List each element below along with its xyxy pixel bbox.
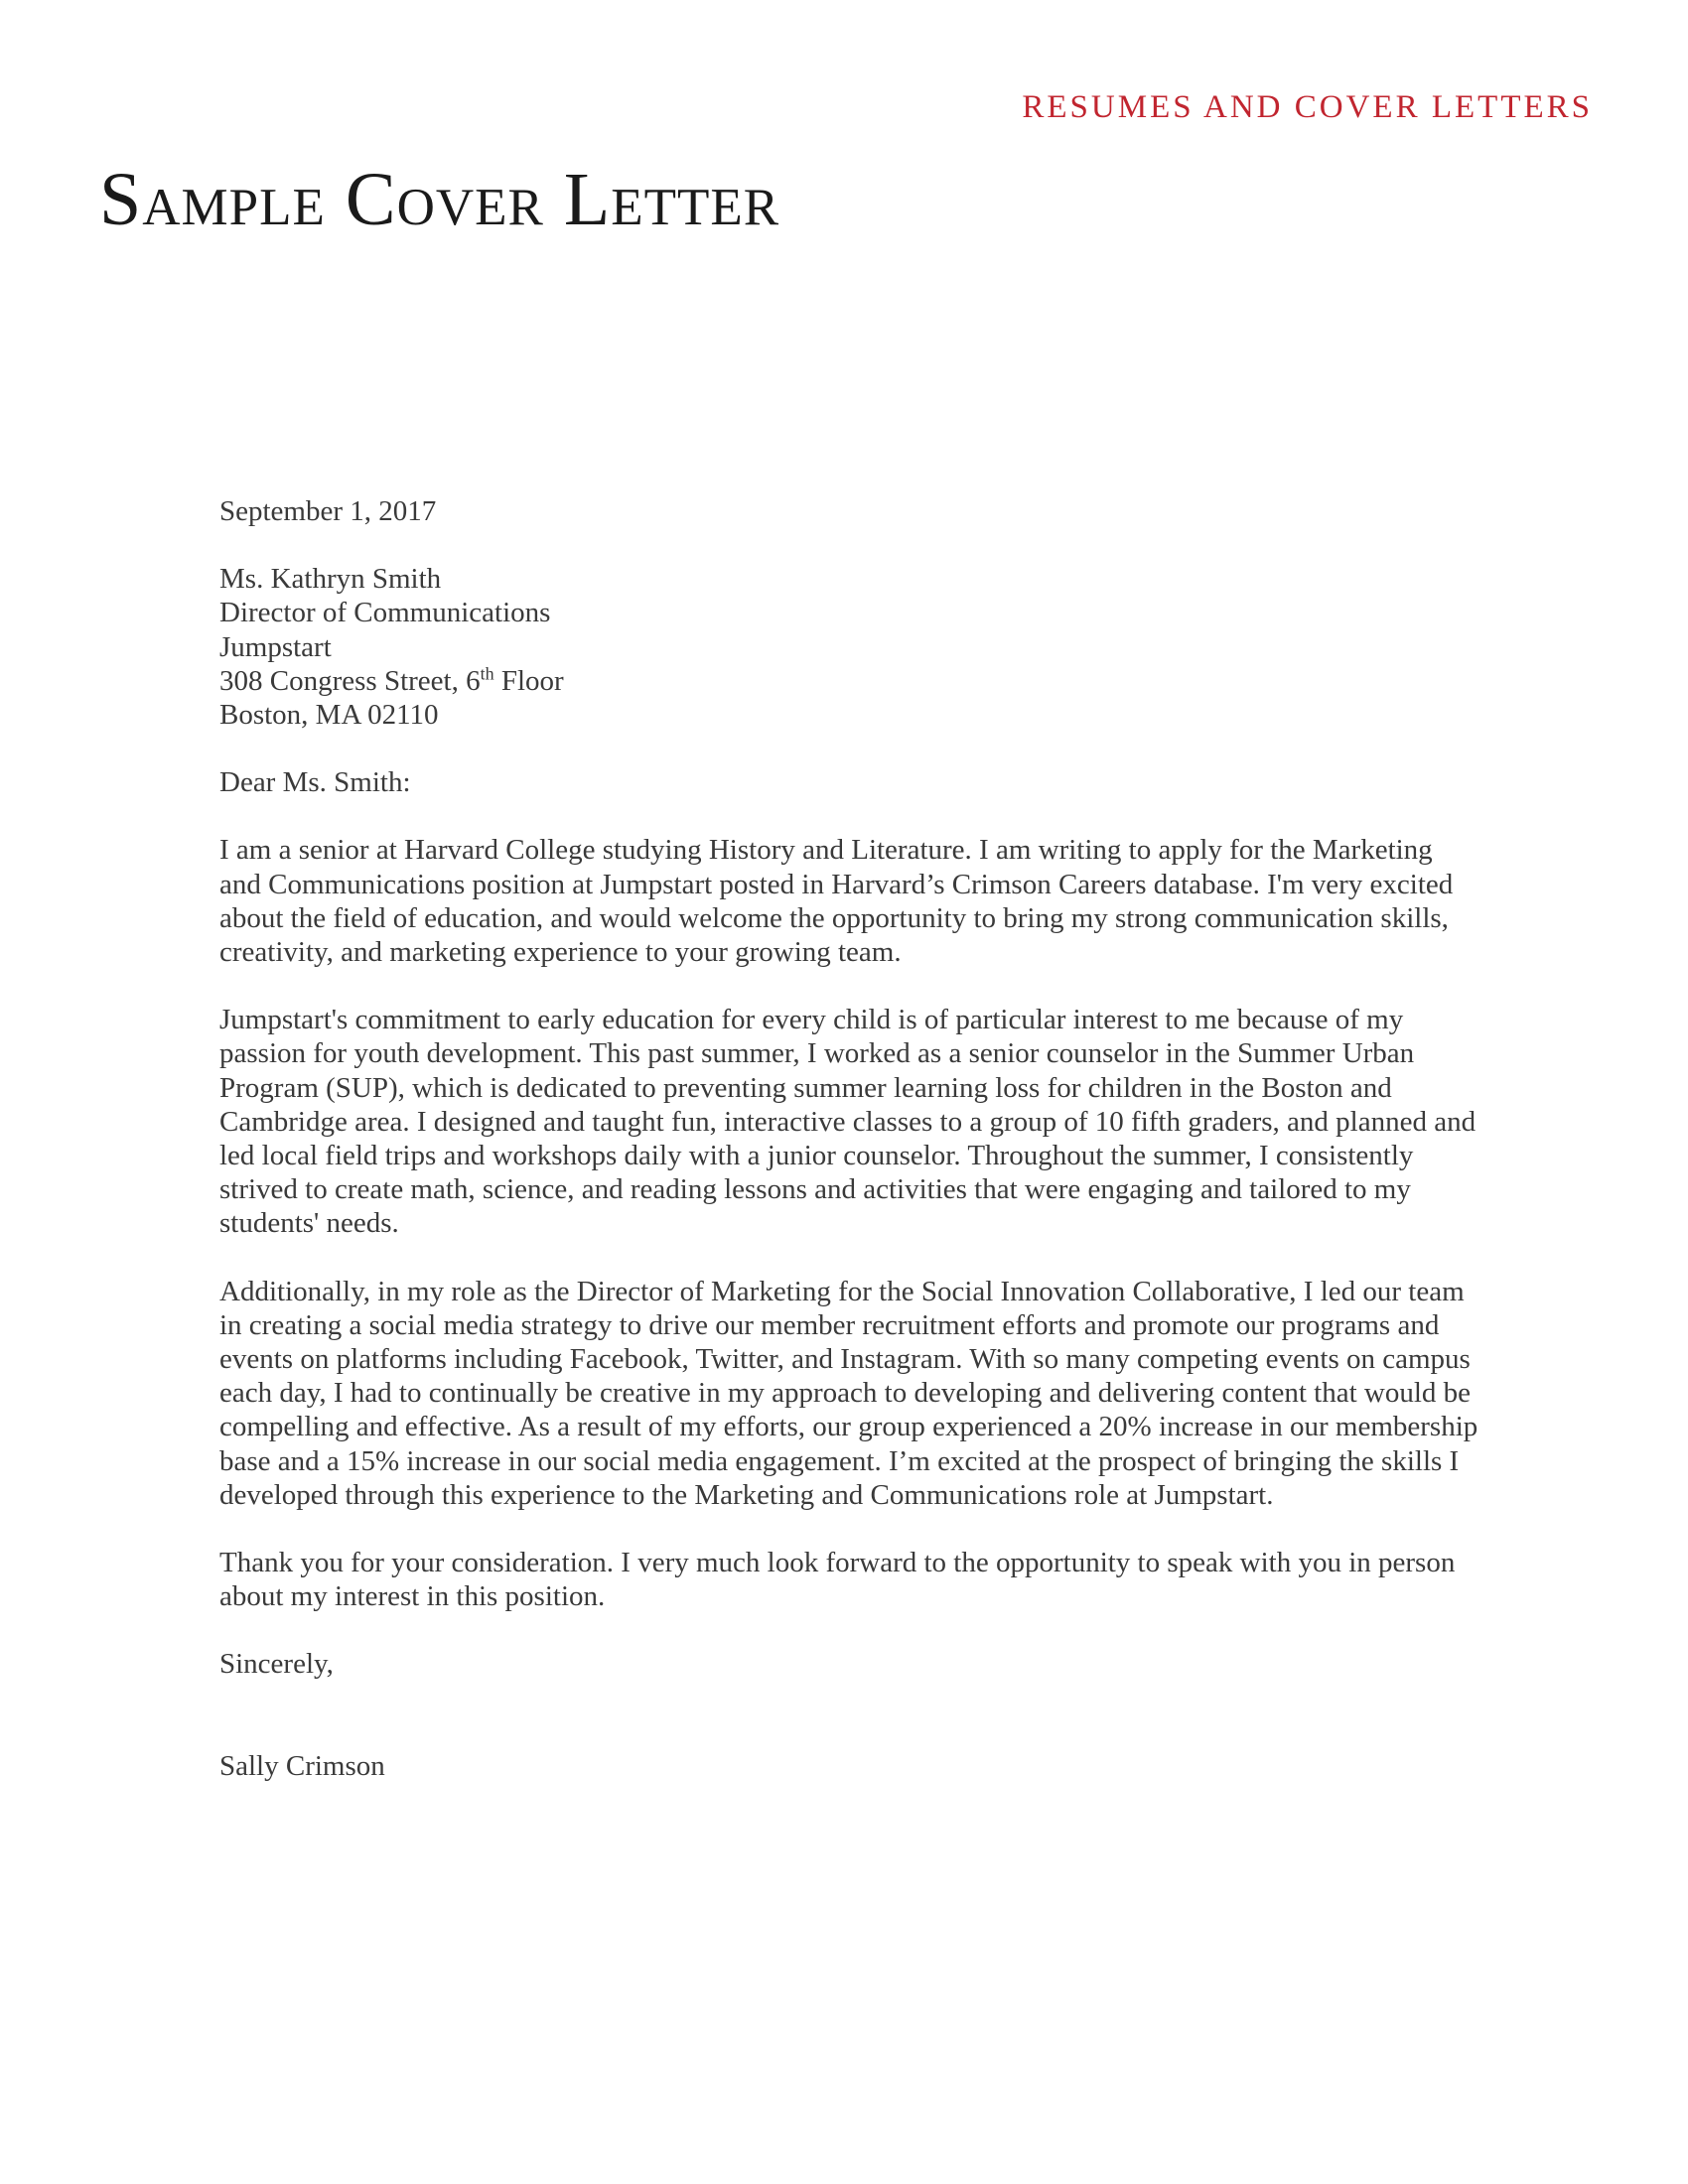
recipient-address [219, 562, 1480, 732]
recipient-street [219, 664, 1480, 698]
recipient-name: Ms. Kathryn Smith [219, 563, 442, 596]
recipient-title: Director of Communications [219, 597, 551, 629]
salutation: Dear Ms. Smith: [219, 766, 411, 799]
signature: Sally Crimson [219, 1749, 385, 1782]
body-paragraph-thanks: Thank you for your consideration. I very much look forward to the opportunity to speak with you in person about my interest in this position. [219, 1547, 1456, 1613]
street-after: Floor [493, 664, 564, 697]
body-paragraph-experience: Jumpstart's commitment to early education for every child is of particular interest to me because of my passion for youth development. This past summer, I worked as a senior counselor in the Summer Urban Program (SUP), which is dedicated to preventing summer learning loss for children in the Boston and Cambridge area. I designed and taught fun, interactive classes to a group of 10 fifth graders, and planned and led local field trips and workshops daily with a junior counselor. Throughout the summer, I consistently strived to create math, science, and reading lessons and activities that were engaging and tailored to my students' needs. [219, 1004, 1477, 1240]
recipient-organization: Jumpstart [219, 630, 332, 663]
recipient-city: Boston, MA 02110 [219, 699, 439, 732]
street-number-text: 308 Congress Street, 6 [219, 664, 481, 697]
body-paragraph-intro: I am a senior at Harvard College studying History and Literature. I am writing to apply for the Marketing and Communications position at Jumpstart posted in Harvard’s Crimson Careers database. I'm very excited about the field of education, and would welcome the opportunity to bring my strong communication skills, creativity, and marketing experience to your growing team. [219, 834, 1454, 969]
letter-date: September 1, 2017 [219, 495, 437, 527]
closing: Sincerely, [219, 1648, 334, 1681]
body-paragraph-marketing: Additionally, in my role as the Director of Marketing for the Social Innovation Collaborative, I led our team in creating a social media strategy to drive our member recruitment efforts and promote our programs and events on platforms including Facebook, Twitter, and Instagram. With so many competing events on campus each day, I had to continually be creative in my approach to developing and delivering content that would be compelling and effective. As a result of my efforts, our group experienced a 20% increase in our membership base and a 15% increase in our social media engagement. I’m excited at the prospect of bringing the skills I developed through this experience to the Marketing and Communications role at Jumpstart. [219, 1275, 1478, 1511]
section-label: RESUMES AND COVER LETTERS [1022, 89, 1593, 125]
ordinal-suffix: th [480, 663, 494, 684]
cover-letter [219, 494, 1480, 1783]
page-title: Sample Cover Letter [99, 158, 780, 241]
